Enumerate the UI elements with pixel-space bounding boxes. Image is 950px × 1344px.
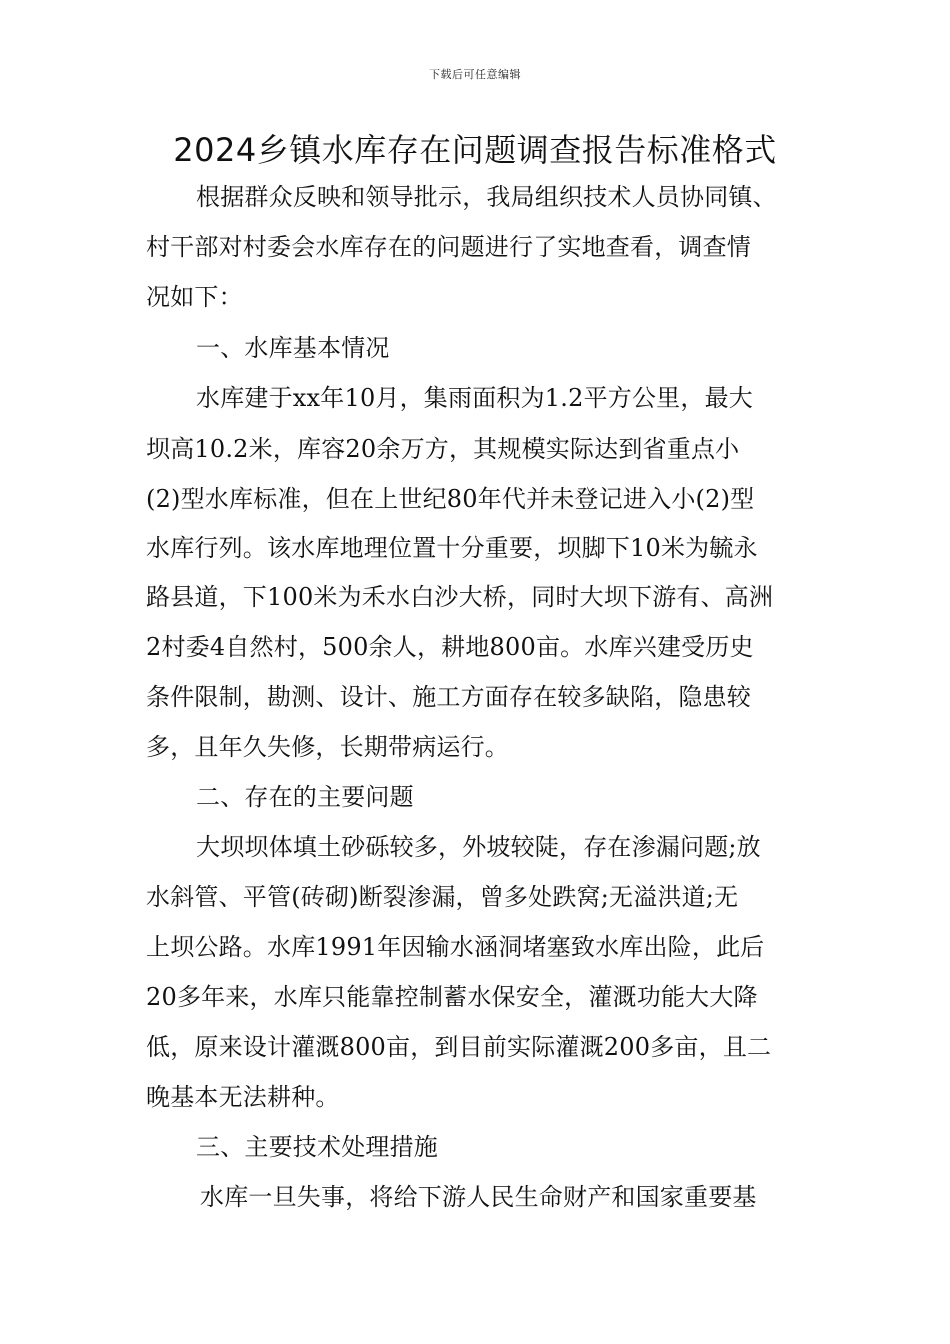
section-heading: 三、主要技术处理措施	[196, 1133, 438, 1161]
body-line: 多，且年久失修，长期带病运行。	[146, 733, 509, 761]
body-line: 2村委4自然村，500余人，耕地800亩。水库兴建受历史	[146, 633, 754, 661]
body-line: 水库建于xx年10月，集雨面积为1.2平方公里，最大	[196, 384, 753, 412]
header-note: 下载后可任意编辑	[429, 68, 521, 81]
body-line: 坝高10.2米，库容20余万方，其规模实际达到省重点小	[146, 435, 740, 463]
body-line: 20多年来，水库只能靠控制蓄水保安全，灌溉功能大大降	[146, 983, 758, 1011]
body-line: 根据群众反映和领导批示，我局组织技术人员协同镇、	[196, 183, 777, 211]
body-line: 晚基本无法耕种。	[146, 1083, 340, 1111]
body-line: 条件限制，勘测、设计、施工方面存在较多缺陷，隐患较	[146, 683, 751, 711]
body-line: 水斜管、平管(砖砌)断裂渗漏，曾多处跌窝;无溢洪道;无	[146, 883, 739, 911]
section-heading: 二、存在的主要问题	[196, 783, 414, 811]
body-line: 水库一旦失事，将给下游人民生命财产和国家重要基	[200, 1183, 757, 1211]
body-line: 低，原来设计灌溉800亩，到目前实际灌溉200多亩，且二	[146, 1033, 772, 1061]
body-line: 村干部对村委会水库存在的问题进行了实地查看，调查情	[146, 233, 751, 261]
body-line: 况如下：	[146, 283, 243, 311]
document-title: 2024乡镇水库存在问题调查报告标准格式	[173, 131, 777, 169]
section-heading: 一、水库基本情况	[196, 334, 390, 362]
body-line: (2)型水库标准，但在上世纪80年代并未登记进入小(2)型	[146, 485, 755, 513]
body-line: 水库行列。该水库地理位置十分重要，坝脚下10米为毓永	[146, 534, 758, 562]
body-line: 上坝公路。水库1991年因输水涵洞堵塞致水库出险，此后	[146, 933, 765, 961]
body-line: 路县道，下100米为禾水白沙大桥，同时大坝下游有、高洲	[146, 583, 774, 611]
body-line: 大坝坝体填土砂砾较多，外坡较陡，存在渗漏问题;放	[196, 833, 761, 861]
